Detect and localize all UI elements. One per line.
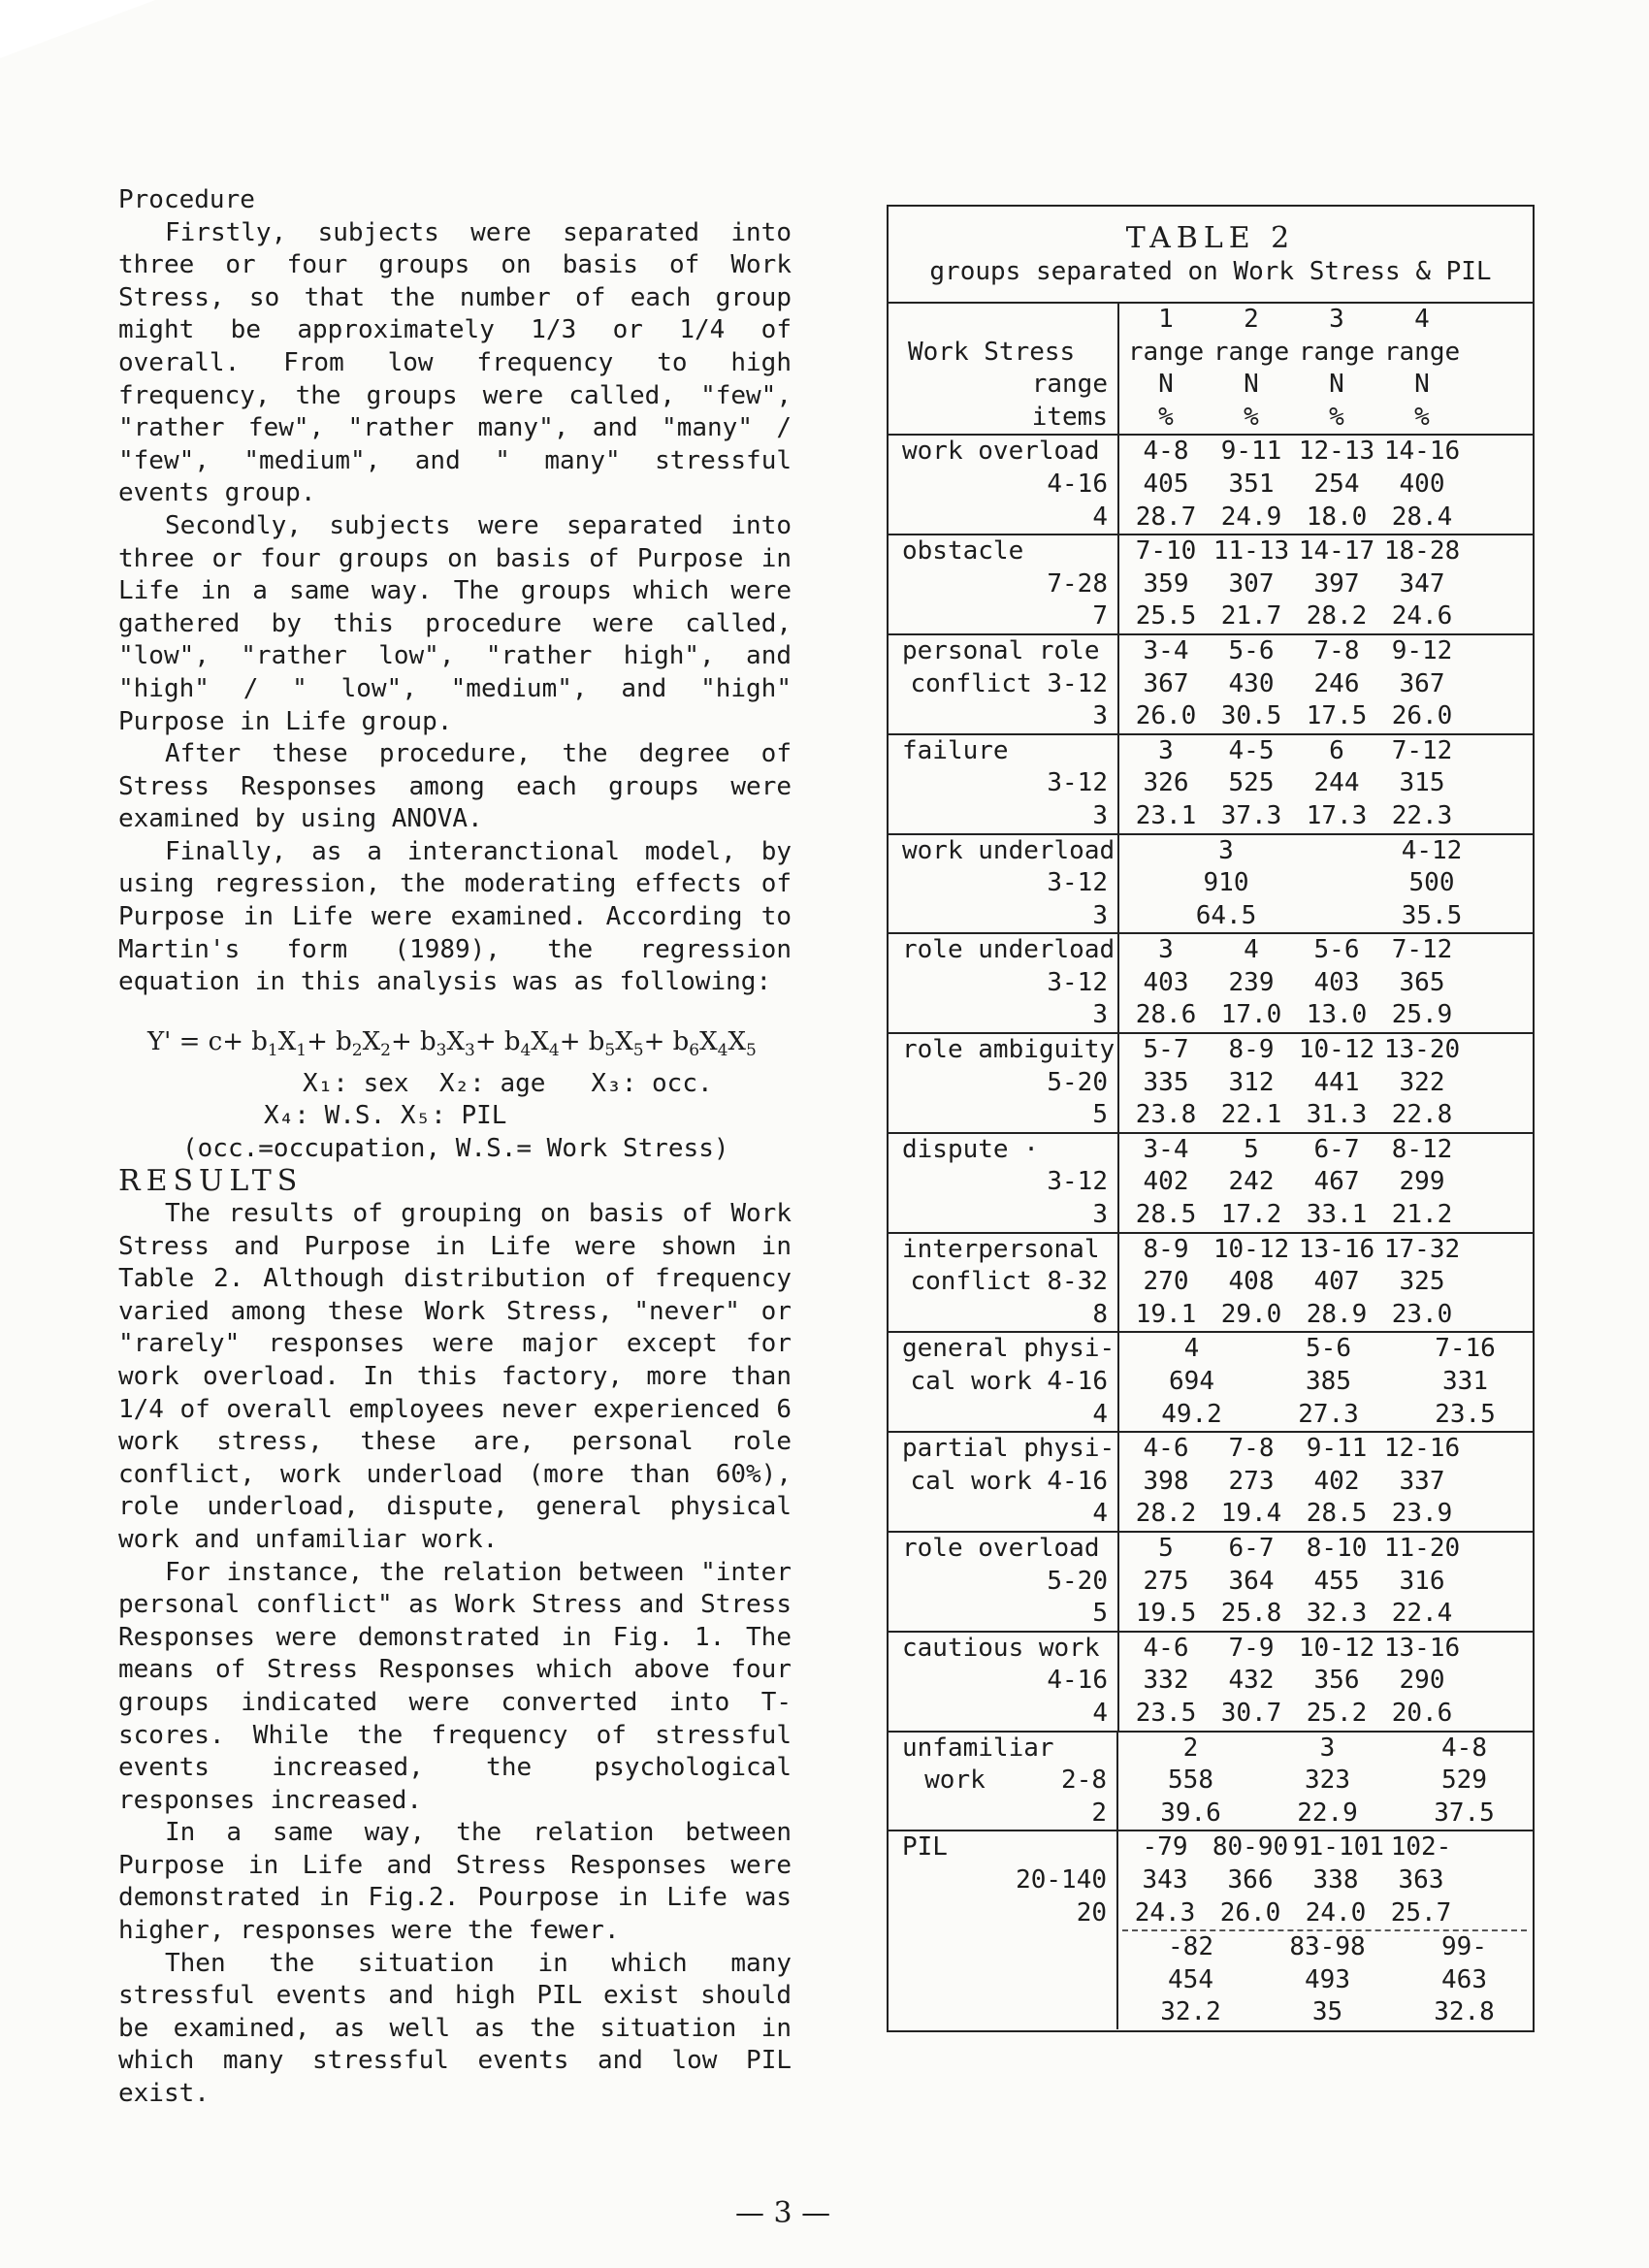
table-cell: 7-16 [1435, 1334, 1496, 1364]
table-cell: 22.8 [1391, 1100, 1453, 1130]
table-cell: 64.5 [1195, 900, 1257, 930]
table-cell: 299 [1399, 1167, 1445, 1197]
table-cell: 9-11 [1220, 437, 1282, 467]
table-cell: 8-10 [1306, 1533, 1368, 1563]
row-label-line: items [1031, 402, 1108, 432]
regression-equation [118, 1026, 792, 1166]
table-cell: 7-12 [1391, 935, 1453, 965]
table-cell: 99- [1441, 1932, 1487, 1962]
table-cell: 407 [1313, 1267, 1360, 1297]
table-row [889, 1331, 1533, 1431]
table-cell: 4-8 [1143, 437, 1189, 467]
row-label-line: cal work 4-16 [910, 1466, 1108, 1496]
procedure-heading: Procedure [118, 185, 255, 214]
table-cell: 5 [1158, 1533, 1174, 1563]
table-cell: 37.5 [1434, 1798, 1495, 1828]
table-cell: 35 [1311, 1997, 1343, 2027]
table-cell: 37.3 [1220, 800, 1282, 830]
table-cell: range [1383, 337, 1461, 367]
table-cell: 403 [1313, 967, 1360, 997]
table-cell: 21.2 [1391, 1200, 1453, 1230]
table-cell: range [1298, 337, 1375, 367]
row-label-line: failure [902, 735, 1009, 765]
table-cell: 8-12 [1391, 1134, 1453, 1164]
table-cell: 29.0 [1220, 1299, 1282, 1329]
table-cell: 364 [1228, 1566, 1275, 1596]
table-cell: 4 [1414, 305, 1430, 334]
paragraph-8: Then the situation in which many stressful events and high PIL exist should be examined, as well as the situation in which many stressful events and low PIL exist. [118, 1948, 792, 2109]
table-cell: 347 [1399, 568, 1445, 599]
table-cell: 239 [1228, 967, 1275, 997]
row-label-line: 2 [1091, 1798, 1107, 1828]
table-cell: -82 [1168, 1932, 1213, 1962]
row-label-line: range [1031, 370, 1108, 400]
row-label-line: 5 [1092, 1599, 1108, 1629]
table-cell: 28.2 [1135, 1499, 1197, 1529]
row-label [889, 1733, 1118, 1831]
table-cell: 3 [1329, 305, 1344, 334]
table-cell: 102- [1390, 1832, 1452, 1863]
table-cell: 30.7 [1220, 1698, 1282, 1728]
table-cell: 24.9 [1220, 502, 1282, 532]
table-cell: 5-6 [1313, 935, 1360, 965]
row-label-line: role ambiguity [902, 1035, 1116, 1065]
table-cell: 1 [1158, 305, 1174, 334]
row-label [889, 635, 1119, 733]
table-cell: 28.2 [1306, 601, 1368, 632]
table-cell: 17.5 [1306, 701, 1368, 731]
table-cell: 5-6 [1228, 635, 1275, 665]
table-cell: 12-13 [1298, 437, 1375, 467]
table-cell: 359 [1143, 568, 1189, 599]
page-number: — 3 — [735, 2196, 831, 2230]
table-cell: 290 [1399, 1666, 1445, 1696]
table-cell: 23.9 [1391, 1499, 1453, 1529]
table-cell: 331 [1442, 1367, 1488, 1396]
table-cell: range [1212, 337, 1290, 367]
table-row [889, 633, 1533, 733]
table-cell: 28.9 [1306, 1299, 1368, 1329]
table-cell: 28.6 [1135, 1000, 1197, 1030]
table-cell: 17.3 [1306, 800, 1368, 830]
table-cell: 312 [1228, 1067, 1275, 1097]
table-cell: 385 [1306, 1367, 1351, 1396]
row-label [889, 1333, 1119, 1431]
equation-formula: $Y' = c+ b_1X_1+ b_2X_2+ b_3X_3+ b_4X_4+ b_5X_5+ b_6X_4X_5$ [147, 1026, 757, 1061]
table-cell: 397 [1313, 568, 1360, 599]
row-label-line: 4-16 [1047, 1666, 1108, 1696]
table-cell: 558 [1168, 1766, 1213, 1796]
table-cell: 325 [1399, 1267, 1445, 1297]
table-cell: N [1158, 370, 1174, 400]
table-cell: 4 [1244, 935, 1259, 965]
table-row [889, 1032, 1533, 1132]
table-cell: 25.8 [1220, 1599, 1282, 1629]
table-row-pil [889, 1830, 1533, 2029]
table-cell: 3 [1158, 935, 1174, 965]
table-cell: 83-98 [1289, 1932, 1366, 1962]
table-cell: 32.8 [1434, 1997, 1495, 2027]
row-label-line: conflict 3-12 [910, 668, 1108, 698]
table-cell: 17.2 [1220, 1200, 1282, 1230]
row-label-line: PIL [902, 1832, 948, 1863]
row-label-line: 3 [1092, 701, 1108, 731]
table-cell: 13-16 [1383, 1633, 1461, 1663]
row-label-line: 8 [1092, 1299, 1108, 1329]
table-cell: 4-6 [1143, 1633, 1189, 1663]
row-label-line: cautious work [902, 1633, 1100, 1663]
table-cell: 363 [1398, 1864, 1444, 1895]
table-cell: range [1127, 337, 1205, 367]
row-label-line: 4 [1092, 502, 1108, 532]
table-cell: 23.0 [1391, 1299, 1453, 1329]
table-cell: 244 [1313, 768, 1360, 798]
table-cell: 28.7 [1135, 502, 1197, 532]
table-cell: 2 [1182, 1733, 1199, 1763]
row-label-line [902, 304, 1108, 337]
table-cell: 91-101 [1293, 1832, 1384, 1863]
table-cell: 273 [1228, 1466, 1275, 1496]
table-cell: N [1329, 370, 1344, 400]
row-label [889, 735, 1119, 833]
table-cell: 316 [1399, 1566, 1445, 1596]
table-cell: 10-12 [1212, 1234, 1290, 1264]
table-cell: 22.9 [1297, 1798, 1358, 1828]
table-cell: % [1414, 402, 1430, 432]
table-cell: 332 [1143, 1666, 1189, 1696]
table-cell: 525 [1228, 768, 1275, 798]
table-cell: 22.3 [1391, 800, 1453, 830]
table-cell: 49.2 [1161, 1399, 1222, 1429]
table-cell: 12-16 [1383, 1434, 1461, 1464]
table-row [889, 833, 1533, 933]
row-label-line: 4 [1092, 1399, 1108, 1429]
row-label-line: 3-12 [1047, 967, 1108, 997]
table-cell: 26.0 [1135, 701, 1197, 731]
table-cell: N [1244, 370, 1259, 400]
paragraph-4: Finally, as a interanctional model, by using regression, the moderating effects of Purpose in Life were examined. According to Martin's form (1989), the regression equation in this analysis was as following: [118, 836, 792, 997]
table-grid [889, 302, 1533, 2029]
table-cell: 6-7 [1313, 1134, 1360, 1164]
table-cell: 500 [1408, 868, 1455, 898]
table-cell: 7-10 [1135, 536, 1197, 567]
table-cell: 366 [1227, 1864, 1274, 1895]
table-cell: 402 [1313, 1466, 1360, 1496]
table-cell: 7-9 [1228, 1633, 1275, 1663]
table-cell: % [1158, 402, 1174, 432]
table-cell: 35.5 [1401, 900, 1463, 930]
row-label-line: personal role [902, 635, 1100, 665]
table-cell: 32.3 [1306, 1599, 1368, 1629]
table-cell: 322 [1399, 1067, 1445, 1097]
row-label [889, 1633, 1119, 1731]
table-cell: 467 [1313, 1167, 1360, 1197]
row-label-line: 5 [1092, 1100, 1108, 1130]
row-label-line: role overload [902, 1533, 1100, 1563]
row-label-line: dispute · [902, 1134, 1039, 1164]
table-cell: 463 [1441, 1964, 1487, 1994]
paragraph-3: After these procedure, the degree of Stress Responses among each groups were examined by using ANOVA. [118, 739, 792, 834]
table-cell: 11-20 [1383, 1533, 1461, 1563]
table-cell: 28.5 [1306, 1499, 1368, 1529]
row-label [889, 1433, 1119, 1531]
row-label-line: 20-140 [1016, 1864, 1107, 1895]
table-cell: 9-12 [1391, 635, 1453, 665]
row-label-line: 20 [1076, 1897, 1107, 1928]
table-cell: 367 [1399, 668, 1445, 698]
table-cell: 338 [1312, 1864, 1359, 1895]
paragraph-7: In a same way, the relation between Purpose in Life and Stress Responses were demonstrated in Fig.2. Pourpose in Life was higher, responses were the fewer. [118, 1818, 792, 1946]
table-cell: 270 [1143, 1267, 1189, 1297]
table-cell: 315 [1399, 768, 1445, 798]
table-row [889, 1132, 1533, 1232]
table-title: TABLE 2 [1125, 221, 1296, 255]
table-cell: 21.7 [1220, 601, 1282, 632]
table-cell: 4 [1183, 1334, 1200, 1364]
table-cell: 20.6 [1391, 1698, 1453, 1728]
table-subtitle: groups separated on Work Stress & PIL [929, 257, 1492, 286]
table-cell: 8-9 [1143, 1234, 1189, 1264]
table-cell: 30.5 [1220, 701, 1282, 731]
table-cell: 3-4 [1143, 635, 1189, 665]
row-label-line: work 2-8 [924, 1766, 1107, 1796]
row-label-line: unfamiliar [902, 1733, 1054, 1763]
results-heading: RESULTS [118, 1164, 304, 1199]
row-label-line: partial physi- [902, 1434, 1116, 1464]
row-label-line: general physi- [902, 1334, 1116, 1364]
table-cell: 5 [1244, 1134, 1259, 1164]
table-cell: 398 [1143, 1466, 1189, 1496]
table-cell: 405 [1143, 469, 1189, 499]
table-cell: 4-5 [1228, 735, 1275, 765]
table-cell: 23.5 [1135, 1698, 1197, 1728]
table-row [889, 932, 1533, 1032]
equation-note: (occ.=occupation, W.S.= Work Stress) [182, 1133, 729, 1163]
table-cell: 28.5 [1135, 1200, 1197, 1230]
row-label [889, 436, 1119, 534]
table-cell: 430 [1228, 668, 1275, 698]
row-label-line: 3-12 [1047, 1167, 1108, 1197]
table-cell: 351 [1228, 469, 1275, 499]
table-row [889, 534, 1533, 633]
row-label-line: work underload [902, 835, 1116, 865]
row-label [889, 1234, 1119, 1332]
table-cell: 24.0 [1305, 1897, 1367, 1928]
table-cell: 400 [1399, 469, 1445, 499]
paragraph-6: For instance, the relation between "inter personal conflict" as Work Stress and Stress Responses were demonstrated in Fig. 1. The means of Stress Responses which above four groups indicated were converted into T-scores. While the frequency of stressful events increased, the psychological responses increased. [118, 1557, 792, 1815]
row-label-line: Work Stress [908, 337, 1076, 367]
table-cell: 326 [1143, 768, 1189, 798]
table-row [889, 434, 1533, 534]
row-label-line: role underload [902, 935, 1116, 965]
table-cell: 24.3 [1134, 1897, 1196, 1928]
table-cell: 3 [1158, 735, 1174, 765]
row-label [889, 934, 1119, 1032]
table-cell: 9-11 [1306, 1434, 1368, 1464]
table-cell: 19.5 [1135, 1599, 1197, 1629]
table-cell: 33.1 [1306, 1200, 1368, 1230]
main-text-column [118, 184, 792, 2111]
table-cell: 337 [1399, 1466, 1445, 1496]
table-cell: 80-90 [1212, 1832, 1289, 1863]
table-cell: 408 [1228, 1267, 1275, 1297]
table-cell: 13-20 [1383, 1035, 1461, 1065]
table-cell: 10-12 [1298, 1633, 1375, 1663]
row-label-line: 5-20 [1047, 1067, 1108, 1097]
table-cell: 18-28 [1383, 536, 1461, 567]
row-label [889, 835, 1119, 933]
table-cell: 454 [1168, 1964, 1213, 1994]
table-cell: 529 [1441, 1766, 1487, 1796]
table-cell: 23.5 [1435, 1399, 1496, 1429]
table-row [889, 1431, 1533, 1531]
table-cell: 25.7 [1390, 1897, 1452, 1928]
table-cell: 356 [1313, 1666, 1360, 1696]
row-label-line: 7-28 [1047, 568, 1108, 599]
paragraph-2: Secondly, subjects were separated into three or four groups on basis of Purpose in Life in a same way. The groups which were gathered by this procedure were called, "low", "rather low", "rather high", and "high" / " low", "medium", and "high" Purpose in Life group. [118, 510, 792, 736]
row-label-line: work overload [902, 437, 1100, 467]
table-cell: 4-12 [1401, 835, 1463, 865]
table-cell: 24.6 [1391, 601, 1453, 632]
table-cell: N [1414, 370, 1430, 400]
table-header-row [889, 302, 1533, 434]
row-label-line: cal work 4-16 [910, 1367, 1108, 1396]
table-cell: 25.2 [1306, 1698, 1368, 1728]
table-cell: 367 [1143, 668, 1189, 698]
row-label-line: 3 [1092, 800, 1108, 830]
table-cell: 6 [1329, 735, 1344, 765]
table-cell: 19.4 [1220, 1499, 1282, 1529]
table-cell: 254 [1313, 469, 1360, 499]
table-cell: 246 [1313, 668, 1360, 698]
row-label [889, 1533, 1119, 1631]
row-label [889, 1034, 1119, 1132]
folded-corner [0, 0, 155, 58]
table-cell: 17-32 [1383, 1234, 1461, 1264]
table-cell: 307 [1228, 568, 1275, 599]
table-cell: 3 [1319, 1733, 1336, 1763]
table-cell: 402 [1143, 1167, 1189, 1197]
table-cell: 26.0 [1391, 701, 1453, 731]
table-cell: 910 [1203, 868, 1249, 898]
table-cell: 13.0 [1306, 1000, 1368, 1030]
row-label-line: 4 [1092, 1499, 1108, 1529]
table-cell: 10-12 [1298, 1035, 1375, 1065]
table-cell: 23.1 [1135, 800, 1197, 830]
table-2 [887, 205, 1535, 2032]
row-label-line: 3-12 [1047, 768, 1108, 798]
row-label-line: conflict 8-32 [910, 1267, 1108, 1297]
table-row [889, 733, 1533, 833]
table-cell: 19.1 [1135, 1299, 1197, 1329]
table-cell: % [1329, 402, 1344, 432]
table-cell: 3-4 [1143, 1134, 1189, 1164]
row-label-line: interpersonal [902, 1234, 1100, 1264]
row-label-line: 4 [1092, 1698, 1108, 1728]
table-cell: 25.5 [1135, 601, 1197, 632]
row-label-line: 4-16 [1047, 469, 1108, 499]
table-cell: 365 [1399, 967, 1445, 997]
row-label-line: 3 [1092, 1000, 1108, 1030]
table-cell: 343 [1142, 1864, 1188, 1895]
table-cell: -79 [1142, 1832, 1188, 1863]
table-cell: 17.0 [1220, 1000, 1282, 1030]
table-cell: 694 [1169, 1367, 1214, 1396]
equation-variables-1: X₁: sex X₂: age X₃: occ. [303, 1068, 713, 1098]
row-label-line: 3 [1092, 900, 1108, 930]
table-cell: 441 [1313, 1067, 1360, 1097]
table-cell: 14-17 [1298, 536, 1375, 567]
row-label [889, 304, 1119, 434]
table-row [889, 1731, 1533, 1831]
table-cell: 323 [1305, 1766, 1350, 1796]
row-label [889, 1831, 1118, 2029]
table-cell: 27.3 [1298, 1399, 1359, 1429]
row-label-line: obstacle [902, 536, 1024, 567]
equation-variables-2: X₄: W.S. X₅: PIL [264, 1101, 507, 1131]
row-label [889, 535, 1119, 633]
table-row [889, 1531, 1533, 1631]
row-label [889, 1134, 1119, 1232]
table-cell: 31.3 [1306, 1100, 1368, 1130]
table-cell: 5-7 [1143, 1035, 1189, 1065]
table-cell: 18.0 [1306, 502, 1368, 532]
table-cell: 7-12 [1391, 735, 1453, 765]
table-cell: 22.1 [1220, 1100, 1282, 1130]
table-cell: 13-16 [1298, 1234, 1375, 1264]
table-cell: 25.9 [1391, 1000, 1453, 1030]
row-label-line: 3 [1092, 1200, 1108, 1230]
row-label-line: 5-20 [1047, 1566, 1108, 1596]
row-label-line: 3-12 [1047, 868, 1108, 898]
table-row [889, 1232, 1533, 1332]
table-cell: 7-8 [1313, 635, 1360, 665]
table-cell: 11-13 [1212, 536, 1290, 567]
table-cell: 5-6 [1306, 1334, 1351, 1364]
table-cell: 493 [1305, 1964, 1350, 1994]
paragraph-5: The results of grouping on basis of Work Stress and Purpose in Life were shown in Table 2. Although distribution of frequency varied among these Work Stress, "never" or "rarely" responses were major except for work overload. In this factory, more than 1/4 of overall employees never experienced 6 work stress, these are, personal role conflict, work underload (more than 60%), role underload, dispute, general physical work and unfamiliar work. [118, 1199, 792, 1554]
table-cell: 275 [1143, 1566, 1189, 1596]
table-cell: 455 [1313, 1566, 1360, 1596]
paragraph-1: Firstly, subjects were separated into three or four groups on basis of Work Stress, so that the number of each group might be approximately 1/3 or 1/4 of overall. From low frequency to high frequency, the groups were called, "few", "rather few", "rather many", and "many" / "few", "medium", and " many" stressful events group. [118, 217, 792, 508]
table-cell: 28.4 [1391, 502, 1453, 532]
table-cell: 14-16 [1383, 437, 1461, 467]
table-cell: 432 [1228, 1666, 1275, 1696]
table-cell: 4-6 [1143, 1434, 1189, 1464]
table-cell: 4-8 [1441, 1733, 1487, 1763]
table-cell: % [1244, 402, 1259, 432]
row-label-line: 7 [1092, 601, 1108, 632]
table-cell: 403 [1143, 967, 1189, 997]
table-cell: 335 [1143, 1067, 1189, 1097]
table-cell: 26.0 [1219, 1897, 1281, 1928]
table-row [889, 1631, 1533, 1731]
table-cell: 23.8 [1135, 1100, 1197, 1130]
table-cell: 32.2 [1160, 1997, 1221, 2027]
table-cell: 8-9 [1228, 1035, 1275, 1065]
table-cell: 2 [1244, 305, 1259, 334]
table-cell: 242 [1228, 1167, 1275, 1197]
table-cell: 6-7 [1228, 1533, 1275, 1563]
table-cell: 39.6 [1160, 1798, 1221, 1828]
table-cell: 22.4 [1391, 1599, 1453, 1629]
table-cell: 3 [1218, 835, 1234, 865]
table-cell: 7-8 [1228, 1434, 1275, 1464]
